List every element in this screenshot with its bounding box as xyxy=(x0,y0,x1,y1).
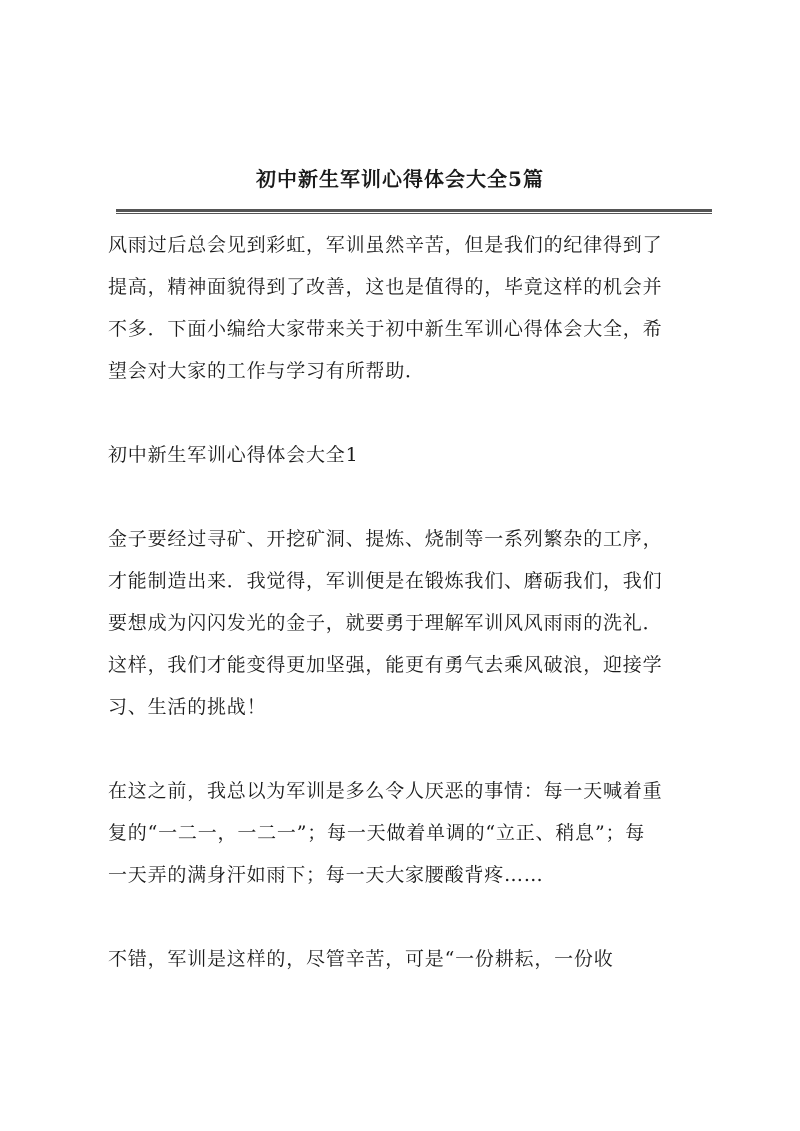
paragraph-line: 风雨过后总会见到彩虹，军训虽然辛苦，但是我们的纪律得到了 xyxy=(108,234,663,256)
body-paragraph-2 xyxy=(108,770,710,896)
paragraph-line: 在这之前，我总以为军训是多么令人厌恶的事情：每一天喊着重 xyxy=(108,780,663,802)
body-paragraph-1 xyxy=(108,518,710,728)
body-paragraph-3 xyxy=(108,938,710,980)
paragraph-line: 不多．下面小编给大家带来关于初中新生军训心得体会大全，希 xyxy=(108,318,663,340)
paragraph-line: 不错，军训是这样的，尽管辛苦，可是“一份耕耘，一份收 xyxy=(108,948,614,970)
paragraph-line: 这样，我们才能变得更加坚强，能更有勇气去乘风破浪，迎接学 xyxy=(108,654,663,676)
paragraph-line: 要想成为闪闪发光的金子，就要勇于理解军训风风雨雨的洗礼． xyxy=(108,612,663,634)
paragraph-line: 望会对大家的工作与学习有所帮助． xyxy=(108,360,425,382)
title-divider xyxy=(116,209,712,214)
paragraph-line: 金子要经过寻矿、开挖矿洞、提炼、烧制等一系列繁杂的工序， xyxy=(108,528,663,550)
intro-paragraph xyxy=(108,224,710,392)
paragraph-line: 提高，精神面貌得到了改善，这也是值得的，毕竟这样的机会并 xyxy=(108,276,663,298)
section-heading xyxy=(108,434,710,476)
document-title: 初中新生军训心得体会大全5篇 xyxy=(256,167,544,191)
section-heading-text: 初中新生军训心得体会大全1 xyxy=(108,444,359,466)
paragraph-line: 复的“一二一，一二一”；每一天做着单调的“立正、稍息”；每 xyxy=(108,822,646,844)
paragraph-line: 才能制造出来．我觉得，军训便是在锻炼我们、磨砺我们，我们 xyxy=(108,570,663,592)
paragraph-line: 习、生活的挑战！ xyxy=(108,696,267,718)
paragraph-line: 一天弄的满身汗如雨下；每一天大家腰酸背疼…… xyxy=(108,864,544,886)
